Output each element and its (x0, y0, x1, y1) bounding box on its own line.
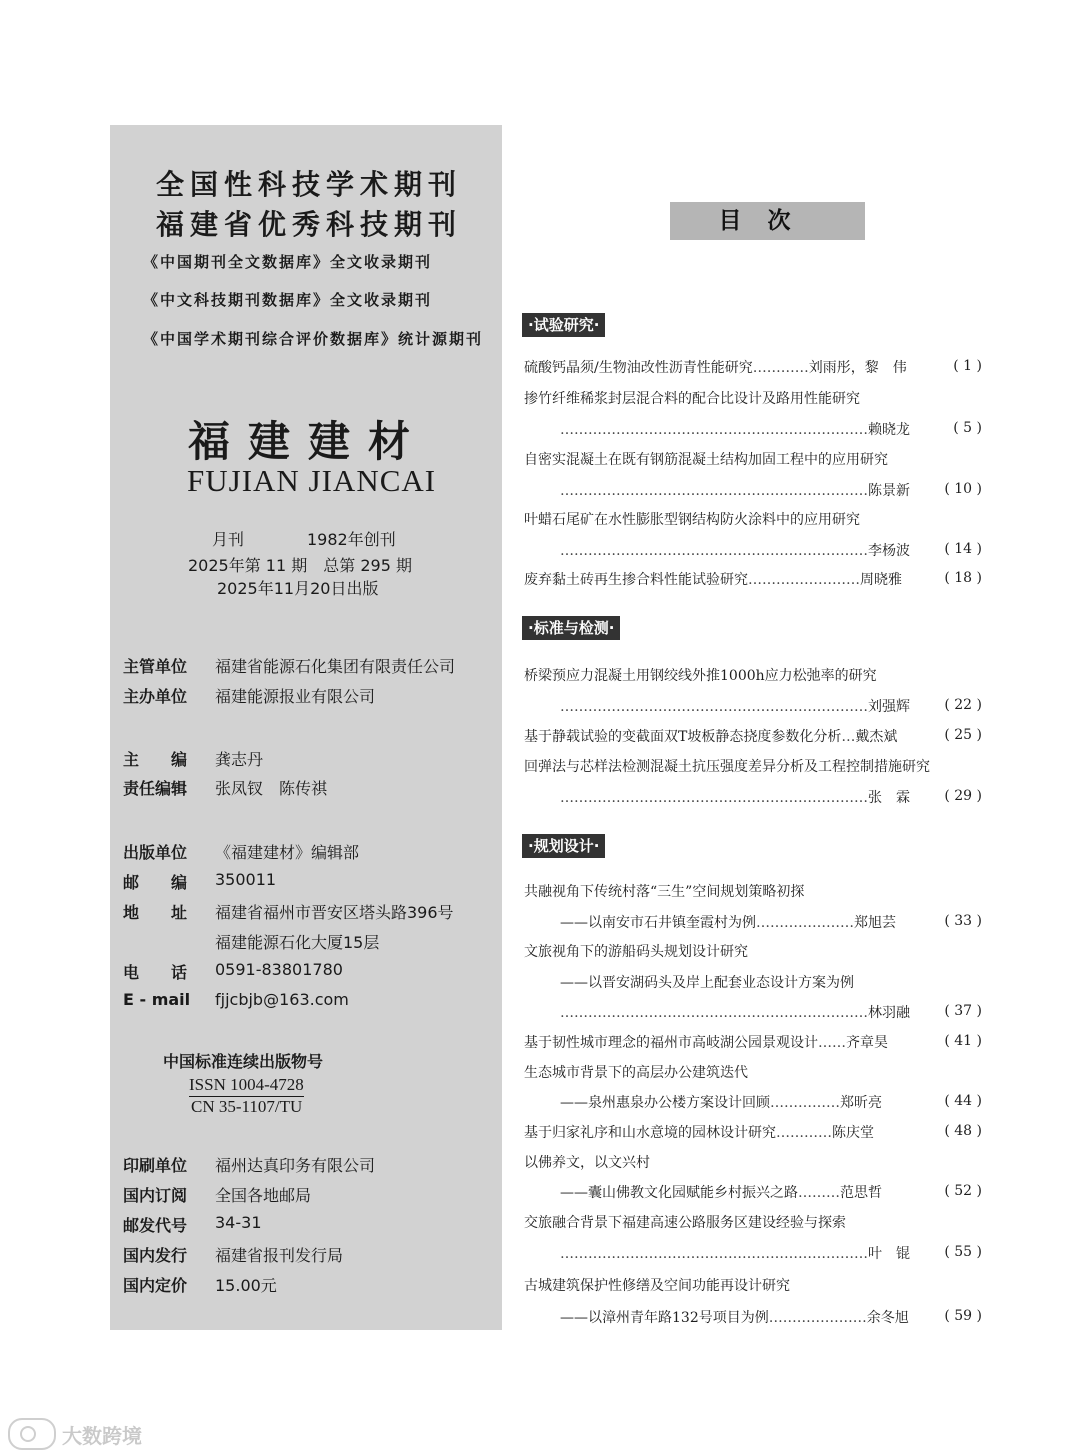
toc-entry-author: 戴杰斌 (855, 729, 898, 745)
toc-entry-dots: …………………………………………………………叶 锟 (560, 1246, 910, 1262)
info-value: 15.00元 (215, 1276, 277, 1295)
info-label: 主办单位 (123, 687, 188, 706)
info-row-distribution (123, 1243, 343, 1266)
info-label: 邮发代号 (123, 1216, 188, 1235)
publish-date: 2025年11月20日出版 (217, 579, 379, 598)
info-label: 国内定价 (123, 1276, 188, 1295)
toc-entry-title[interactable]: 基于静载试验的变截面双T坡板静态挠度参数化分析…戴杰斌 (524, 729, 898, 745)
toc-entry-page: ( 37 ) (944, 1003, 982, 1019)
info-row-address (123, 900, 454, 923)
toc-entry-page: ( 10 ) (944, 481, 982, 497)
toc-entry-author: 林羽融 (868, 1005, 910, 1021)
toc-entry-subtitle: ——以晋安湖码头及岸上配套业态设计方案为例 (560, 975, 854, 991)
toc-entry-author: 赖晓龙 (868, 422, 910, 438)
toc-entry-subtitle: ——以南安市石井镇奎霞村为例…………………郑旭芸 (560, 915, 896, 931)
toc-heading: 目次 (670, 202, 865, 240)
toc-entry-title[interactable]: 生态城市背景下的高层办公建筑迭代 (524, 1065, 748, 1081)
section-label: ·规划设计· (522, 834, 605, 858)
info-label: 出版单位 (123, 843, 188, 862)
cn-number: CN 35-1107/TU (191, 1097, 303, 1116)
info-label: E - mail (123, 990, 191, 1009)
info-value: 350011 (215, 870, 277, 889)
toc-entry-dots: …………………………………………………………林羽融 (560, 1005, 910, 1021)
info-value: fjjcbjb@163.com (215, 990, 349, 1009)
info-label: 邮 编 (123, 873, 188, 892)
toc-entry-page: ( 55 ) (944, 1244, 982, 1260)
toc-entry-page: ( 44 ) (944, 1093, 982, 1109)
toc-entry-author: 张 霖 (868, 790, 910, 806)
founded: 1982年创刊 (307, 530, 396, 549)
info-row-publisher (123, 840, 359, 863)
issue-number: 2025年第 11 期 总第 295 期 (188, 556, 412, 575)
toc-entry-dots: …………………………………………………………陈景新 (560, 483, 910, 499)
toc-entry-subtitle: ——囊山佛教文化园赋能乡村振兴之路………范思哲 (560, 1185, 882, 1201)
toc-entry-author: 刘雨彤，黎 伟 (808, 360, 907, 376)
info-row-supervisor (123, 654, 455, 677)
info-row-email (123, 990, 349, 1009)
info-row-address-cont (123, 930, 379, 953)
watermark (8, 1418, 142, 1450)
watermark-logo-icon (8, 1418, 56, 1450)
info-row-postcode (123, 870, 276, 893)
info-row-phone (123, 960, 343, 983)
section-label: ·试验研究· (522, 313, 605, 337)
info-label: 地 址 (123, 903, 188, 922)
toc-entry-author: 陈景新 (868, 483, 910, 499)
toc-entry-page: ( 25 ) (944, 727, 982, 743)
info-value: 0591-83801780 (215, 960, 343, 979)
info-value: 福建省报刊发行局 (215, 1246, 344, 1265)
toc-entry-author: 郑旭芸 (854, 915, 896, 931)
toc-entry-page: ( 22 ) (944, 697, 982, 713)
frequency: 月刊 (212, 530, 245, 549)
info-value: 全国各地邮局 (215, 1186, 312, 1205)
info-row-printer (123, 1153, 375, 1176)
info-row-chief-editor (123, 747, 263, 770)
toc-entry-title[interactable]: 废弃黏土砖再生掺合料性能试验研究……………………周晓雅 (524, 572, 902, 588)
toc-entry-author: 刘强辉 (868, 699, 910, 715)
toc-entry-author: 周晓雅 (860, 572, 902, 588)
index-line: 《中国期刊全文数据库》全文收录期刊 (143, 253, 433, 271)
watermark-text: 大数跨境 (62, 1423, 142, 1448)
toc-entry-author: 陈庆堂 (832, 1125, 874, 1141)
info-value: 福建能源报业有限公司 (215, 687, 376, 706)
toc-entry-page: ( 5 ) (953, 420, 982, 436)
toc-entry-page: ( 41 ) (944, 1033, 982, 1049)
journal-pinyin: FUJIAN JIANCAI (187, 463, 437, 498)
toc-entry-page: ( 33 ) (944, 913, 982, 929)
toc-entry-title[interactable]: 掺竹纤维稀浆封层混合料的配合比设计及路用性能研究 (524, 391, 860, 407)
info-label: 主管单位 (123, 657, 188, 676)
toc-entry-title[interactable]: 古城建筑保护性修缮及空间功能再设计研究 (524, 1278, 790, 1294)
toc-entry-page: ( 48 ) (944, 1123, 982, 1139)
info-row-postal-code (123, 1213, 262, 1236)
toc-entry-page: ( 59 ) (944, 1308, 982, 1324)
toc-entry-author: 叶 锟 (868, 1246, 910, 1262)
toc-entry-author: 齐章昊 (846, 1035, 888, 1051)
toc-entry-author: 郑昕亮 (840, 1095, 882, 1111)
toc-entry-page: ( 14 ) (944, 541, 982, 557)
toc-entry-title[interactable]: 基于归家礼序和山水意境的园林设计研究…………陈庆堂 (524, 1125, 874, 1141)
section-label: ·标准与检测· (522, 616, 620, 640)
info-value: 龚志丹 (215, 750, 264, 769)
info-label (123, 930, 215, 953)
info-label: 印刷单位 (123, 1156, 188, 1175)
info-value: 张凤钗 陈传祺 (215, 779, 328, 798)
info-row-price (123, 1273, 277, 1296)
headline-provincial: 福建省优秀科技期刊 (156, 208, 463, 241)
toc-entry-author: 李杨波 (868, 543, 910, 559)
info-value: 福建省能源石化集团有限责任公司 (215, 657, 456, 676)
info-label: 责任编辑 (123, 779, 188, 798)
headline-national: 全国性科技学术期刊 (156, 168, 463, 201)
info-row-sponsor (123, 684, 375, 707)
toc-entry-page: ( 29 ) (944, 788, 982, 804)
toc-entry-dots: …………………………………………………………李杨波 (560, 543, 910, 559)
toc-entry-author: 范思哲 (840, 1185, 882, 1201)
toc-entry-title[interactable]: 交旅融合背景下福建高速公路服务区建设经验与探索 (524, 1215, 846, 1231)
toc-entry-title[interactable]: 自密实混凝土在既有钢筋混凝土结构加固工程中的应用研究 (524, 452, 888, 468)
info-label: 国内订阅 (123, 1186, 188, 1205)
info-value: 福建省福州市晋安区塔头路396号 (215, 903, 454, 922)
toc-entry-subtitle: ——以漳州青年路132号项目为例…………………余冬旭 (560, 1310, 909, 1326)
toc-entry-title[interactable]: 硫酸钙晶须/生物油改性沥青性能研究…………刘雨彤，黎 伟 (524, 360, 907, 376)
toc-entry-title[interactable]: 共融视角下传统村落“三生”空间规划策略初探 (524, 884, 805, 900)
toc-entry-page: ( 1 ) (953, 358, 982, 374)
toc-entry-dots: …………………………………………………………张 霖 (560, 790, 910, 806)
toc-entry-title[interactable]: 桥梁预应力混凝土用钢绞线外推1000h应力松弛率的研究 (524, 668, 877, 684)
info-value: 福建能源石化大厦15层 (215, 933, 380, 952)
info-row-editors (123, 776, 327, 799)
info-row-subscription (123, 1183, 311, 1206)
toc-entry-page: ( 18 ) (944, 570, 982, 586)
info-value: 《福建建材》编辑部 (215, 843, 360, 862)
toc-entry-page: ( 52 ) (944, 1183, 982, 1199)
issn: ISSN 1004-4728 (189, 1075, 304, 1097)
info-value: 34-31 (215, 1213, 262, 1232)
journal-title: 福建建材 (188, 417, 429, 466)
toc-entry-title[interactable]: 叶蜡石尾矿在水性膨胀型钢结构防火涂料中的应用研究 (524, 512, 860, 528)
toc-entry-title[interactable]: 文旅视角下的游船码头规划设计研究 (524, 944, 748, 960)
toc-entry-title[interactable]: 基于韧性城市理念的福州市高岐湖公园景观设计……齐章昊 (524, 1035, 888, 1051)
info-value: 福州达真印务有限公司 (215, 1156, 376, 1175)
toc-entry-subtitle: ——泉州惠泉办公楼方案设计回顾……………郑昕亮 (560, 1095, 882, 1111)
standard-number-title: 中国标准连续出版物号 (163, 1052, 324, 1071)
info-label: 主 编 (123, 750, 188, 769)
toc-entry-title[interactable]: 以佛养文，以文兴村 (524, 1155, 650, 1171)
info-label: 国内发行 (123, 1246, 188, 1265)
index-line: 《中国学术期刊综合评价数据库》统计源期刊 (143, 330, 484, 348)
toc-entry-author: 余冬旭 (866, 1310, 909, 1326)
toc-entry-dots: …………………………………………………………赖晓龙 (560, 422, 910, 438)
toc-entry-title[interactable]: 回弹法与芯样法检测混凝土抗压强度差异分析及工程控制措施研究 (524, 759, 930, 775)
index-line: 《中文科技期刊数据库》全文收录期刊 (143, 291, 433, 309)
toc-entry-dots: …………………………………………………………刘强辉 (560, 699, 910, 715)
masthead-panel (110, 125, 502, 1330)
info-label: 电 话 (123, 963, 188, 982)
